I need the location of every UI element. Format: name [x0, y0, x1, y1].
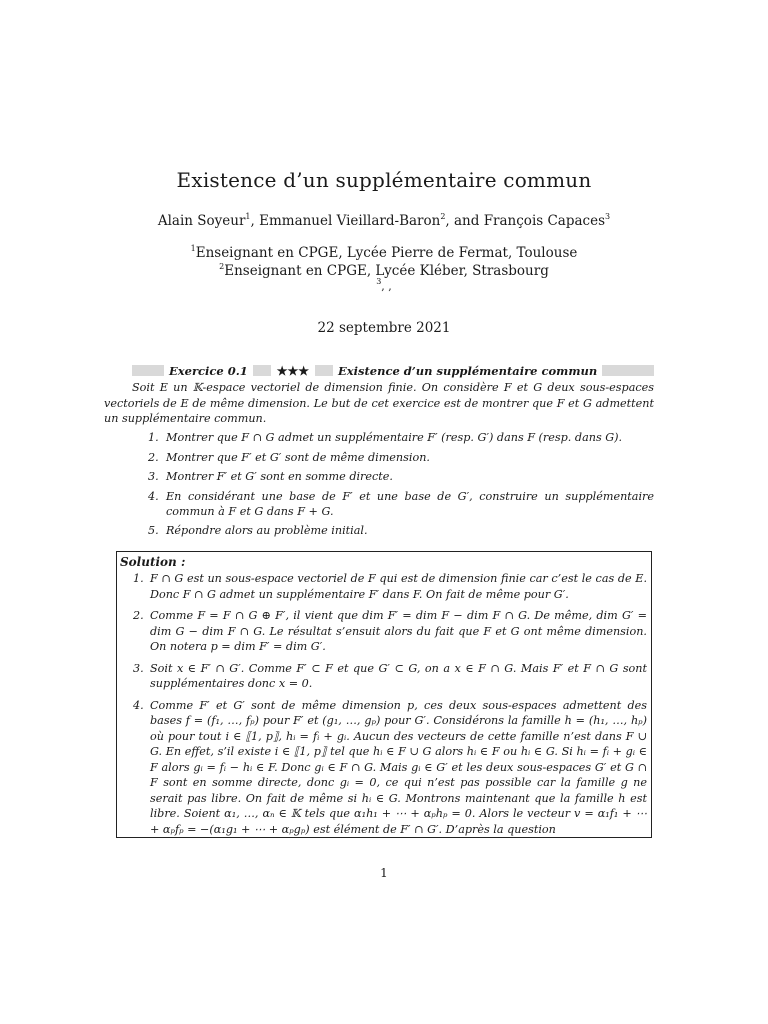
question-text: Répondre alors au problème initial.: [166, 524, 368, 537]
question-item: [104, 450, 654, 465]
solution-number: 1.: [133, 572, 144, 585]
exercise-title: Existence d’un supplémentaire commun: [337, 363, 598, 378]
solution-item: [117, 661, 647, 692]
author-separator: , and: [445, 213, 484, 229]
author-name: Alain Soyeur: [157, 213, 246, 229]
affiliation-mark: 1: [190, 244, 196, 253]
affiliation-mark: 3: [376, 277, 382, 286]
solution-item: [117, 571, 647, 602]
solution-text: Comme F = F ∩ G ⊕ F′, il vient que dim F′ = dim F − dim F ∩ G. De même, dim G′ = dim G − dim F ∩ G. Le résultat s’ensuit alors du fait que F et G ont même dimension. On notera p = dim F′ = dim G′.: [150, 609, 647, 653]
question-number: 3.: [148, 470, 159, 483]
question-text: Montrer que F ∩ G admet un supplémentaire F′ (resp. G′) dans F (resp. dans G).: [166, 431, 623, 444]
affiliation-text: Enseignant en CPGE, Lycée Pierre de Fermat, Toulouse: [195, 245, 578, 261]
header-rule: [315, 365, 333, 376]
solution-number: 4.: [133, 698, 144, 712]
header-rule: [253, 365, 271, 376]
solution-number: 3.: [133, 661, 144, 675]
affiliation: [0, 245, 768, 261]
affiliation-text: , ,: [381, 280, 392, 293]
solution-number: 2.: [133, 609, 144, 622]
author-name: François Capaces: [483, 213, 606, 229]
affiliation: [0, 263, 768, 279]
question-number: 2.: [148, 450, 159, 464]
question-text: Montrer F′ et G′ sont en somme directe.: [166, 470, 393, 483]
question-item: [104, 430, 654, 445]
solution-box: [116, 551, 652, 838]
header-rule: [132, 365, 164, 376]
question-item: [104, 523, 654, 538]
exercise-statement: [104, 380, 654, 427]
difficulty-stars-icon: ★★★: [276, 363, 309, 378]
question-text: Montrer que F′ et G′ sont de même dimension.: [166, 450, 430, 464]
affiliation-mark: 2: [219, 262, 225, 271]
question-number: 4.: [148, 489, 159, 503]
header-rule: [602, 365, 654, 376]
author-affiliation-mark: 2: [440, 212, 446, 221]
question-item: [104, 469, 654, 484]
page-number: 1: [380, 866, 388, 880]
question-item: [104, 489, 654, 519]
author-affiliation-mark: 1: [245, 212, 251, 221]
document-date: 22 septembre 2021: [317, 320, 451, 336]
statement-text: Soit E un 𝕂-espace vectoriel de dimension finie. On considère F et G deux sous-espaces vectoriels de E de même dimension. Le but de cet exercice est de montrer que F et G admettent un supplémentaire commun.: [104, 381, 654, 425]
solution-label: Solution :: [120, 555, 186, 569]
question-number: 5.: [148, 524, 159, 537]
page-title: Existence d’un supplémentaire commun: [176, 168, 592, 192]
author-list: [0, 213, 768, 229]
author-name: Emmanuel Vieillard-Baron: [259, 213, 441, 229]
affiliation: [0, 277, 768, 293]
solution-text: F ∩ G est un sous-espace vectoriel de F qui est de dimension finie car c’est le cas de E. Donc F ∩ G admet un supplémentaire F′ dans F. On fait de même pour G′.: [150, 572, 647, 601]
question-number: 1.: [148, 431, 159, 444]
solution-list: [117, 571, 647, 838]
solution-text: Comme F′ et G′ sont de même dimension p, ces deux sous-espaces admettent des bases f = (f₁, …, fₚ) pour F′ et (g₁, …, gₚ) pour G′. Considérons la famille h = (h₁, …, hₚ) où pour tout i ∈ ⟦1, p⟧, hᵢ = fᵢ + gᵢ. Aucun des vecteurs de cette famille n’est dans F ∪ G. En effet, s’il existe i ∈ ⟦1, p⟧ tel que hᵢ ∈ F ∪ G alors hᵢ ∈ F ou hᵢ ∈ G. Si hᵢ = fᵢ + gᵢ ∈ F alors gᵢ = fᵢ − hᵢ ∈ F. Donc gᵢ ∈ F ∩ G. Mais gᵢ ∈ G′ et les deux sous-espaces G′ et G ∩ F sont en somme directe, donc gᵢ = 0, ce qui n’est pas possible car la famille g ne serait pas libre. On fait de même si hᵢ ∈ G. Montrons maintenant que la famille h est libre. Soient α₁, …, αₙ ∈ 𝕂 tels que α₁h₁ + ⋯ + αₚhₚ = 0. Alors le vecteur v = α₁f₁ + ⋯ + αₚfₚ = −(α₁g₁ + ⋯ + αₚgₚ) est élément de F′ ∩ G′. D’après la question: [150, 698, 647, 836]
author-affiliation-mark: 3: [605, 212, 611, 221]
solution-item: [117, 698, 647, 838]
question-text: En considérant une base de F′ et une base de G′, construire un supplémentaire commun à F et G dans F + G.: [166, 489, 654, 518]
author-separator: ,: [250, 213, 260, 229]
solution-item: [117, 608, 647, 655]
exercise-label: Exercice 0.1: [169, 363, 248, 378]
solution-text: Soit x ∈ F′ ∩ G′. Comme F′ ⊂ F et que G′ ⊂ G, on a x ∈ F ∩ G. Mais F′ et F ∩ G sont supplémentaires donc x = 0.: [150, 661, 647, 690]
question-list: [104, 430, 654, 543]
exercise-header: [132, 364, 654, 377]
affiliation-text: Enseignant en CPGE, Lycée Kléber, Strasbourg: [224, 263, 549, 279]
